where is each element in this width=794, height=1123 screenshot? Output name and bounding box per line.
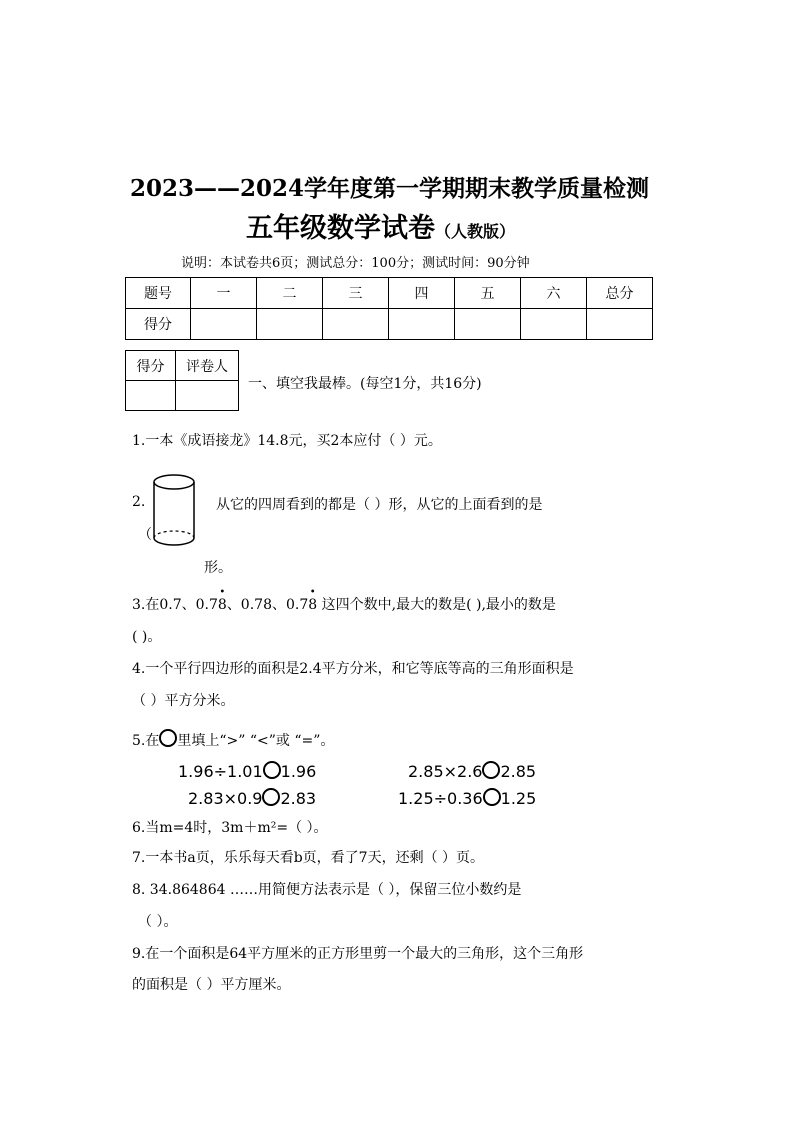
section-heading: 一、填空我最棒。(每空1分，共16分) <box>248 376 482 392</box>
question-2-end: 形。 <box>204 560 232 576</box>
compare-left: 2.83×0.9 <box>188 789 263 808</box>
question-2-open-paren: （ <box>138 527 152 543</box>
compare-circle[interactable] <box>483 788 501 806</box>
subtitle-edition: （人教版） <box>435 222 516 241</box>
score-cell: 四 <box>389 278 455 309</box>
question-3 <box>132 587 556 614</box>
score-input-cell[interactable] <box>455 309 521 340</box>
question-4-line2: （ ）平方分米。 <box>132 693 235 709</box>
score-input-cell[interactable] <box>389 309 455 340</box>
q3-part: 3.在0.7、0.7 <box>132 597 218 613</box>
q3-part: 这四个数中,最大的数是( ),最小的数是 <box>317 597 556 613</box>
circle-blank-icon <box>159 729 177 747</box>
score-cell: 六 <box>521 278 587 309</box>
score-input-cell[interactable] <box>257 309 323 340</box>
repeating-digit: • 8 <box>308 587 318 613</box>
score-cell: 二 <box>257 278 323 309</box>
exam-title: 2023——2024学年度第一学期期末教学质量检测 <box>130 175 650 202</box>
cylinder-icon <box>150 472 198 552</box>
repeating-digit: • 8 <box>217 587 227 613</box>
score-cell: 一 <box>191 278 257 309</box>
score-input-cell[interactable] <box>587 309 653 340</box>
question-6: 6.当m=4时，3m＋m²=（ ）。 <box>132 820 328 836</box>
compare-item <box>178 761 316 781</box>
question-4-line1: 4.一个平行四边形的面积是2.4平方分米，和它等底等高的三角形面积是 <box>132 661 574 677</box>
grader-score-cell[interactable] <box>126 381 176 411</box>
grader-table <box>125 350 239 411</box>
q5-part: 5.在 <box>132 733 160 749</box>
score-input-cell[interactable] <box>323 309 389 340</box>
score-input-cell[interactable] <box>191 309 257 340</box>
q3-digit: 8 <box>217 597 227 613</box>
compare-circle[interactable] <box>263 761 281 779</box>
question-9-line1: 9.在一个面积是64平方厘米的正方形里剪一个最大的三角形，这个三角形 <box>132 946 584 962</box>
question-5 <box>132 729 334 750</box>
question-3-line2: ( )。 <box>132 629 162 645</box>
compare-item <box>188 788 316 808</box>
grader-header-score: 得分 <box>126 351 176 381</box>
question-8-line1: 8. 34.864864 ……用简便方法表示是（ ），保留三位小数约是 <box>132 882 522 898</box>
score-table <box>125 277 653 340</box>
compare-left: 2.85×2.6 <box>408 762 483 781</box>
score-cell: 得分 <box>126 309 191 340</box>
score-input-cell[interactable] <box>521 309 587 340</box>
exam-note: 说明：本试卷共6页；测试总分：100分；测试时间：90分钟 <box>181 256 530 271</box>
score-cell: 总分 <box>587 278 653 309</box>
compare-circle[interactable] <box>482 761 500 779</box>
q3-part: 、0.78、0.7 <box>226 597 309 613</box>
grader-name-cell[interactable] <box>176 381 239 411</box>
compare-right: 2.85 <box>500 762 537 781</box>
question-8-line2: （ ）。 <box>138 914 178 930</box>
score-table-score-row <box>126 309 653 340</box>
question-9-line2: 的面积是（ ）平方厘米。 <box>132 977 291 993</box>
score-cell: 三 <box>323 278 389 309</box>
exam-subtitle <box>246 206 515 245</box>
compare-right: 2.83 <box>280 789 317 808</box>
compare-right: 1.25 <box>500 789 537 808</box>
compare-circle[interactable] <box>262 788 280 806</box>
grader-header-grader: 评卷人 <box>176 351 239 381</box>
compare-item <box>398 788 536 808</box>
subtitle-main: 五年级数学试卷 <box>246 213 435 244</box>
q5-part: 里填上“>” “<”或 “=”。 <box>177 733 335 749</box>
question-2-text: 从它的四周看到的都是（ ）形，从它的上面看到的是 <box>216 497 543 513</box>
q3-digit: 8 <box>308 597 318 613</box>
question-1: 1.一本《成语接龙》14.8元，买2本应付（ ）元。 <box>132 433 442 449</box>
compare-right: 1.96 <box>280 762 317 781</box>
question-7: 7.一本书a页，乐乐每天看b页，看了7天，还剩（ ）页。 <box>132 850 485 866</box>
compare-left: 1.96÷1.01 <box>178 762 263 781</box>
compare-left: 1.25÷0.36 <box>398 789 483 808</box>
score-table-header-row <box>126 278 653 309</box>
score-cell: 题号 <box>126 278 191 309</box>
score-cell: 五 <box>455 278 521 309</box>
compare-item <box>408 761 536 781</box>
question-2-number: 2. <box>132 494 146 510</box>
